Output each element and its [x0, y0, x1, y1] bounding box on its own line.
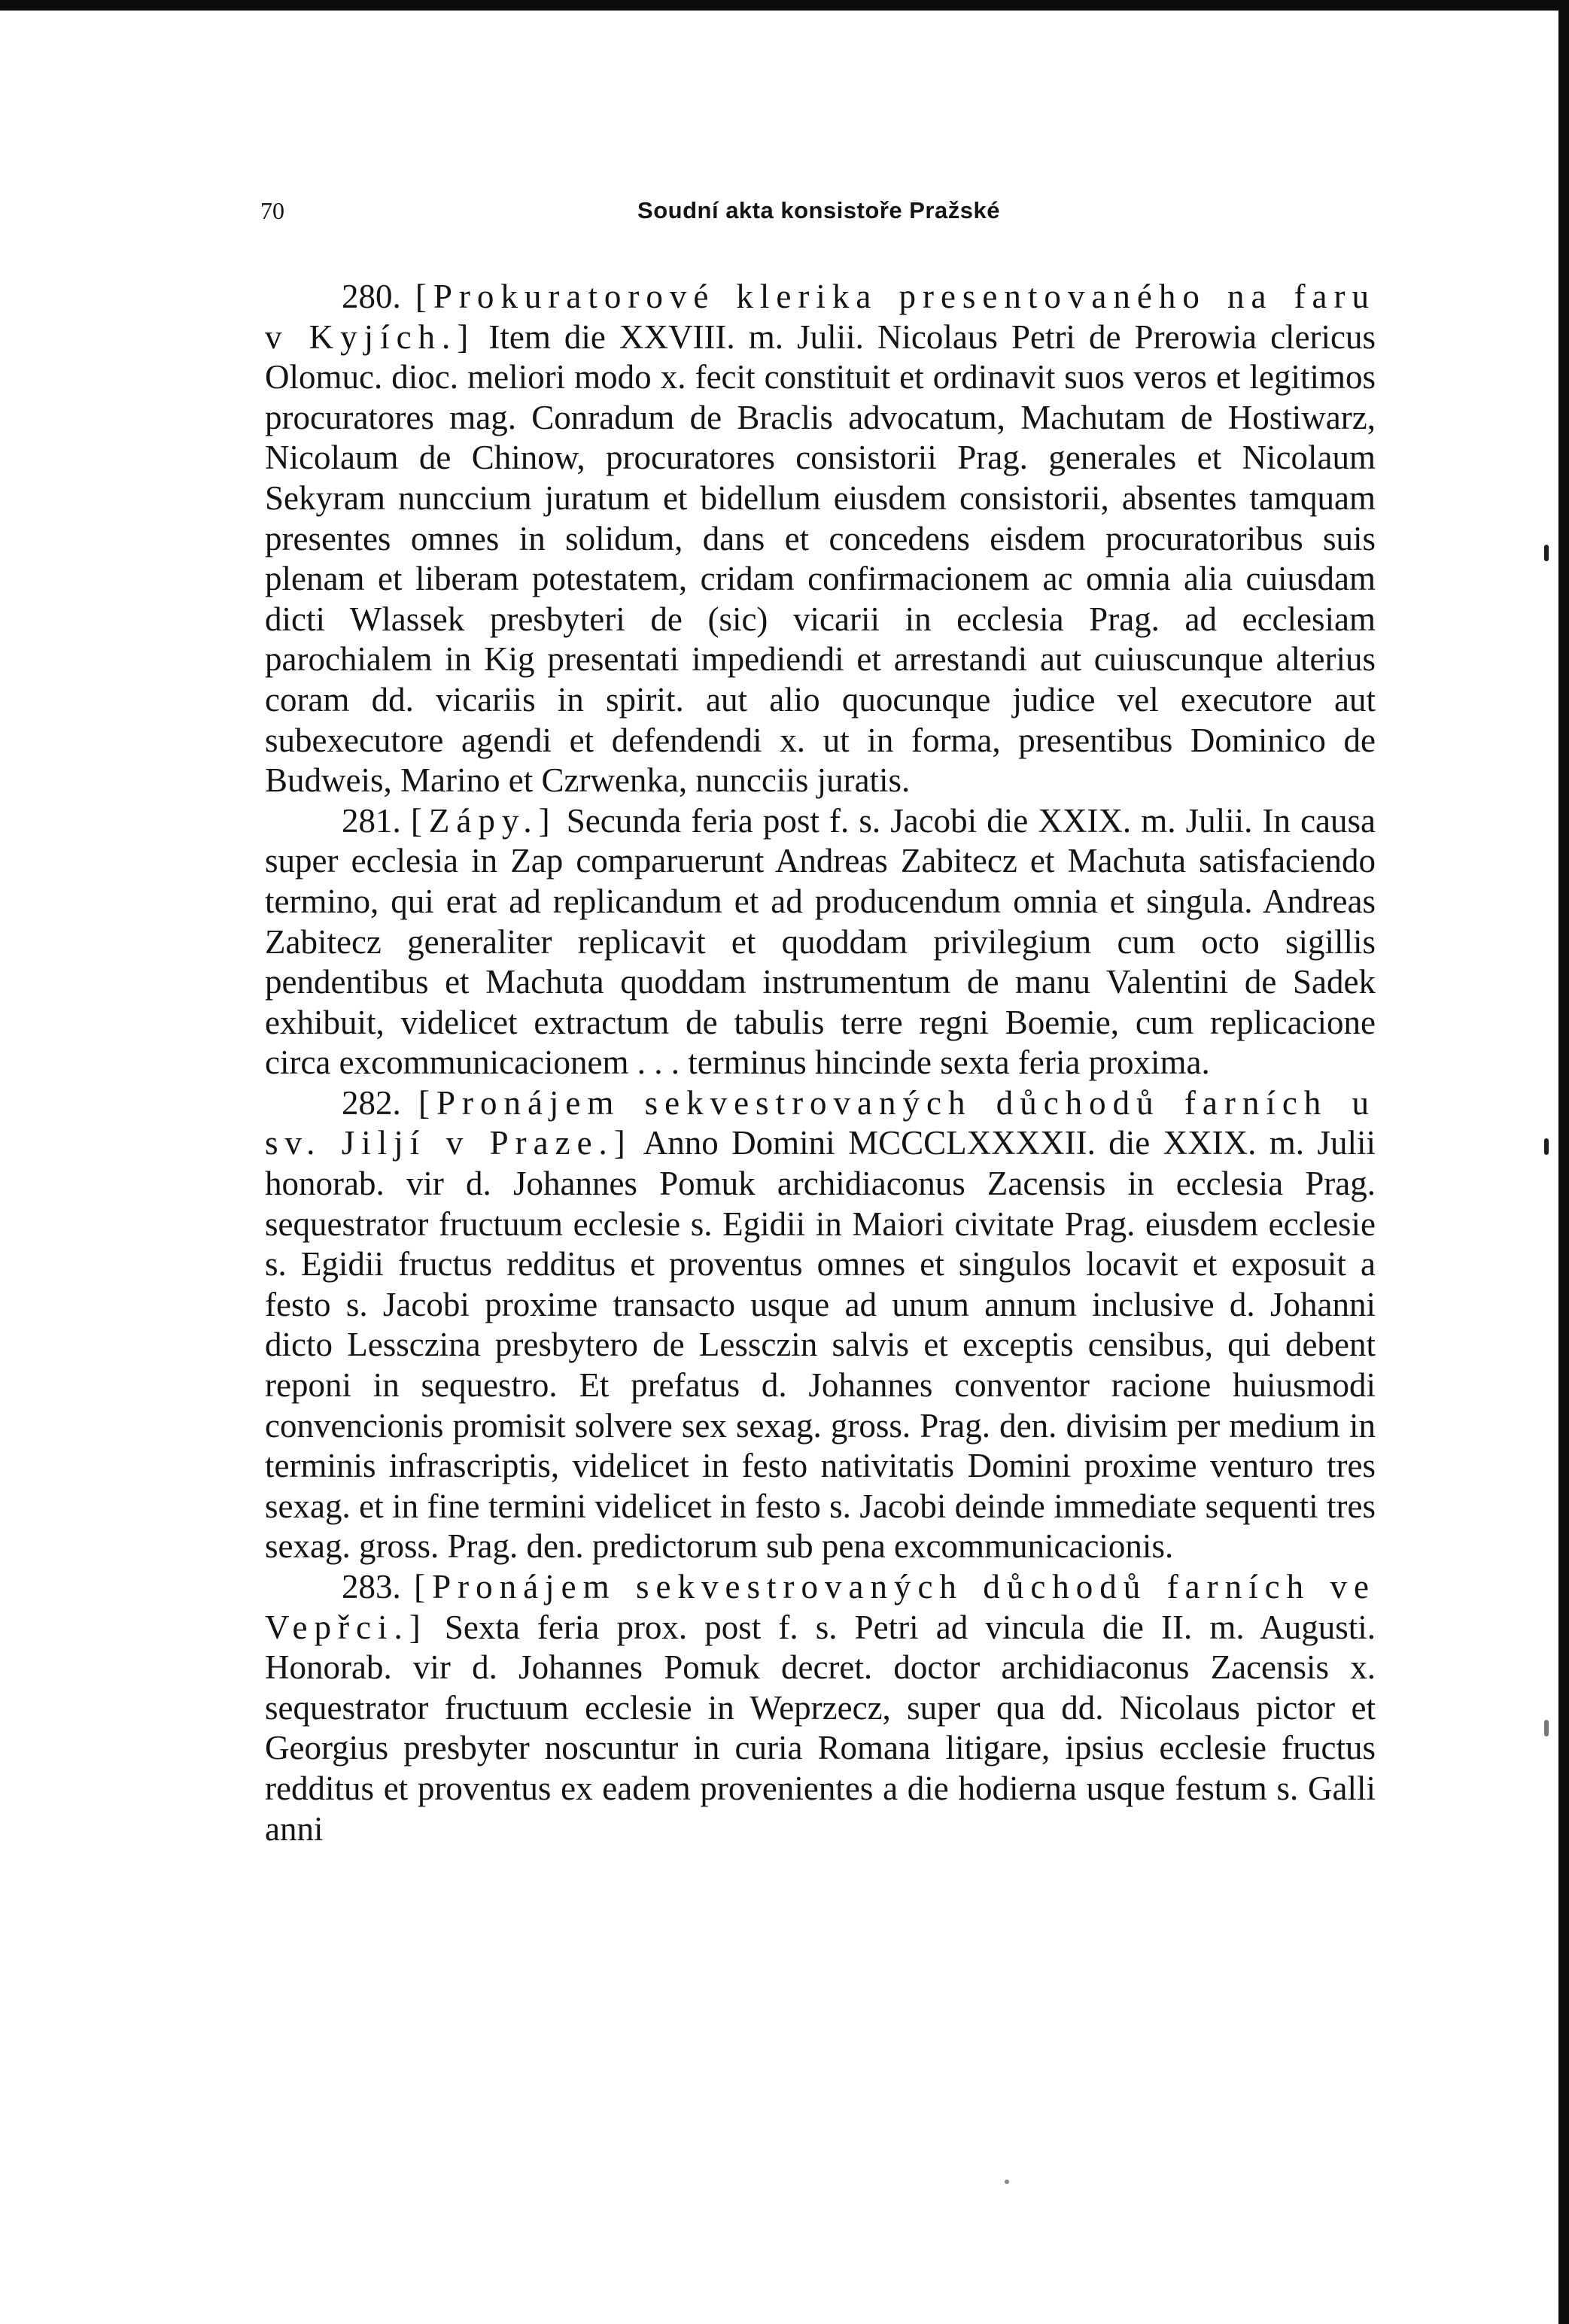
running-title: Soudní akta konsistoře Pražské [637, 197, 1000, 223]
page-number: 70 [260, 197, 284, 224]
entry-heading: [Zápy.] [410, 801, 557, 840]
margin-mark [1544, 1720, 1549, 1736]
scan-speck [1005, 2180, 1009, 2184]
entry-number: 281. [342, 801, 401, 840]
entry-281 [265, 801, 1376, 1083]
entry-text: Anno Domini MCCCLXXXXII. die XXIX. m. Julii honorab. vir d. Johannes Pomuk archidiaconus Zacensis in ecclesia Prag. sequestrator fructuum ecclesie s. Egidii in Maiori civitate Prag. eiusdem ecclesie s. Egidii fructus redditus et proventus omnes et singulos locavit et exposuit a festo s. Jacobi proxime transacto usque ad unum annum inclusive d. Johanni dicto Lessczina presbytero de Lessczin salvis et exceptis censibus, qui debent reponi in sequestro. Et prefatus d. Johannes conventor racione huiusmodi convencionis promisit solvere sex sexag. gross. Prag. den. divisim per medium in terminis infrascriptis, videlicet in festo nativitatis Domini proxime venturo tres sexag. et in fine termini videlicet in festo s. Jacobi deinde immediate sequenti tres sexag. gross. Prag. den. predictorum sub pena excommunicacionis. [265, 1124, 1376, 1566]
entry-text: Secunda feria post f. s. Jacobi die XXIX. m. Julii. In causa super ecclesia in Zap comparuerunt Andreas Zabitecz et Machuta satisfaciendo termino, qui erat ad replicandum et ad producendum omnia et singula. Andreas Zabitecz generaliter replicavit et quoddam privilegium cum octo sigillis pendentibus et Machuta quoddam instrumentum de manu Valentini de Sadek exhibuit, videlicet extractum de tabulis terre regni Boemie, cum replicacione circa excommunicacionem . . . terminus hincinde sexta feria proxima. [265, 801, 1376, 1082]
scan-border-top [0, 0, 1569, 11]
entry-text: Item die XXVIII. m. Julii. Nicolaus Petri de Prerowia clericus Olomuc. dioc. meliori modo x. fecit constituit et ordinavit suos veros et legitimos procuratores mag. Conradum de Braclis advocatum, Machutam de Hostiwarz, Nicolaum de Chinow, procuratores consistorii Prag. generales et Nicolaum Sekyram nunccium juratum et bidellum eiusdem consistorii, absentes tamquam presentes omnes in solidum, dans et concedens eisdem procuratoribus suis plenam et liberam potestatem, cridam confirmacionem ac omnia alia cuiusdam dicti Wlassek presbyteri de (sic) vicarii in ecclesia Prag. ad ecclesiam parochialem in Kig presentati impediendi et arrestandi aut cuiuscunque alterius coram dd. vicariis in spirit. aut alio quocunque judice vel executore aut subexecutore agendi et defendendi x. ut in forma, presentibus Dominico de Budweis, Marino et Czrwenka, nuncciis juratis. [265, 317, 1376, 800]
page-header [260, 197, 1377, 235]
entry-282 [265, 1083, 1376, 1567]
entry-number: 280. [342, 278, 401, 315]
entry-heading: [Prokuratorové klerika presentovaného na faru v Kyjích.] [265, 278, 1376, 356]
scan-border-right [1558, 0, 1569, 2324]
entry-number: 282. [342, 1083, 401, 1122]
margin-mark [1544, 1138, 1549, 1155]
entry-text: Sexta feria prox. post f. s. Petri ad vincula die II. m. Augusti. Honorab. vir d. Johannes Pomuk decret. doctor archidiaconus Zacensis x. sequestrator fructuum ecclesie in Weprzecz, super qua dd. Nicolaus pictor et Georgius presbyter noscuntur in curia Romana litigare, ipsius ecclesie fructus redditus et proventus ex eadem provenientes a die hodierna usque festum s. Galli anni [265, 1608, 1376, 1848]
entry-number: 283. [342, 1568, 401, 1606]
margin-mark [1544, 545, 1549, 561]
entry-280 [265, 277, 1376, 801]
entry-283 [265, 1567, 1376, 1849]
entry-heading: [Pronájem sekvestrovaných důchodů farních u sv. Jiljí v Praze.] [265, 1083, 1376, 1162]
body-text [265, 277, 1376, 1849]
entry-heading: [Pronájem sekvestrovaných důchodů farních ve Vepřci.] [265, 1568, 1376, 1646]
